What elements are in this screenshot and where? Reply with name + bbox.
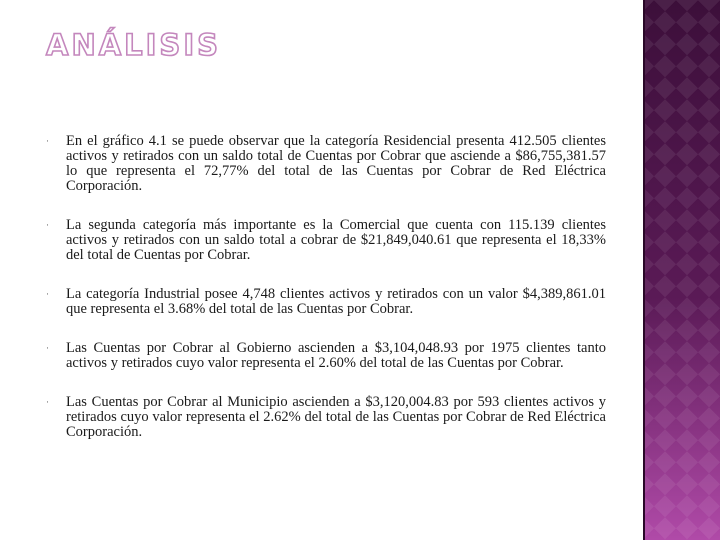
bullet-icon: ·: [46, 397, 49, 407]
bullet-text: Las Cuentas por Cobrar al Municipio ascienden a $3,120,004.83 por 593 clientes activos y retirados cuyo valor representa el 2.62% del total de las Cuentas por Cobrar de Red Eléctrica Corporación.: [66, 394, 606, 440]
bullet-text: La segunda categoría más importante es la Comercial que cuenta con 115.139 clientes activos y retirados con un saldo total a cobrar de $21,849,040.61 que representa el 18,33% del total de Cuentas por Cobrar.: [66, 217, 606, 263]
bullet-item-2: [46, 218, 606, 263]
bullet-list: [46, 134, 606, 440]
slide-title: ANÁLISIS: [46, 28, 221, 62]
bullet-item-3: [46, 287, 606, 317]
bullet-text: La categoría Industrial posee 4,748 clientes activos y retirados con un valor $4,389,861.01 que representa el 3.68% del total de las Cuentas por Cobrar.: [66, 286, 606, 317]
side-panel-edge: [643, 0, 645, 540]
decorative-side-panel: [643, 0, 720, 540]
bullet-item-1: [46, 134, 606, 194]
diamond-pattern: [643, 0, 720, 540]
bullet-text: Las Cuentas por Cobrar al Gobierno ascienden a $3,104,048.93 por 1975 clientes tanto activos y retirados cuyo valor representa el 2.60% del total de las Cuentas por Cobrar.: [66, 340, 606, 371]
bullet-text: En el gráfico 4.1 se puede observar que la categoría Residencial presenta 412.505 clientes activos y retirados con un saldo total de Cuentas por Cobrar que asciende a $86,755,381.57 lo que representa el 72,77% del total de las Cuentas por Cobrar de Red Eléctrica Corporación.: [66, 133, 606, 194]
bullet-icon: ·: [46, 289, 49, 299]
bullet-icon: ·: [46, 136, 49, 146]
bullet-icon: ·: [46, 220, 49, 230]
bullet-item-4: [46, 341, 606, 371]
bullet-icon: ·: [46, 343, 49, 353]
bullet-item-5: [46, 395, 606, 440]
